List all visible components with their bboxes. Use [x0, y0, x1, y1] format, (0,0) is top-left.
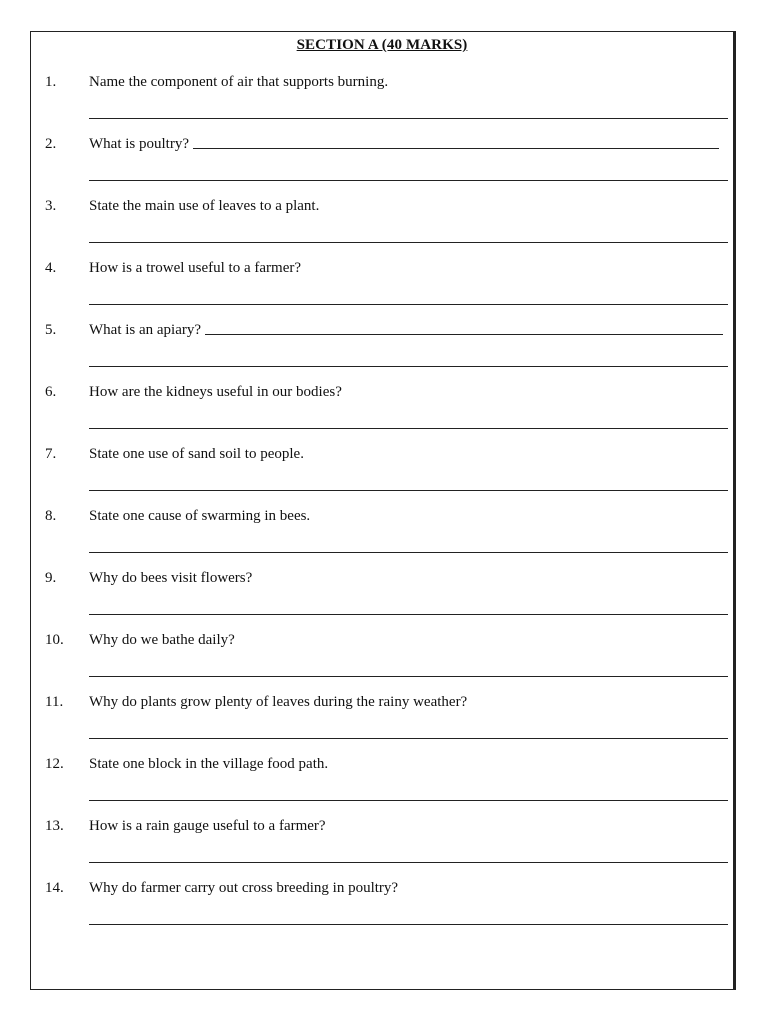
section-title: SECTION A (40 MARKS)	[296, 37, 468, 53]
answer-line[interactable]	[89, 800, 728, 801]
question-12	[31, 756, 733, 818]
question-8	[31, 508, 733, 570]
question-text: Why do we bathe daily?	[89, 632, 235, 648]
answer-line[interactable]	[89, 552, 728, 553]
answer-line[interactable]	[89, 118, 728, 119]
question-text: How is a rain gauge useful to a farmer?	[89, 818, 326, 834]
question-4	[31, 260, 733, 322]
inline-answer-line[interactable]	[205, 333, 723, 335]
question-5	[31, 322, 733, 384]
question-10	[31, 632, 733, 694]
answer-line[interactable]	[89, 180, 728, 181]
question-number: 9.	[45, 570, 57, 586]
answer-line[interactable]	[89, 304, 728, 305]
question-text: State one block in the village food path.	[89, 756, 329, 772]
question-text: Name the component of air that supports burning.	[89, 74, 389, 90]
answer-line[interactable]	[89, 614, 728, 615]
question-7	[31, 446, 733, 508]
question-number: 2.	[45, 136, 57, 152]
answer-line[interactable]	[89, 366, 728, 367]
question-text: Why do plants grow plenty of leaves during the rainy weather?	[89, 694, 468, 710]
answer-line[interactable]	[89, 242, 728, 243]
question-text: State one cause of swarming in bees.	[89, 508, 311, 524]
question-text: How is a trowel useful to a farmer?	[89, 260, 302, 276]
question-number: 11.	[45, 694, 64, 710]
question-13	[31, 818, 733, 880]
question-text: Why do farmer carry out cross breeding in poultry?	[89, 880, 399, 896]
question-text: What is an apiary?	[89, 322, 202, 338]
question-1	[31, 74, 733, 136]
answer-line[interactable]	[89, 862, 728, 863]
question-text: How are the kidneys useful in our bodies?	[89, 384, 342, 400]
question-text: State the main use of leaves to a plant.	[89, 198, 320, 214]
question-6	[31, 384, 733, 446]
question-number: 1.	[45, 74, 57, 90]
question-text: What is poultry?	[89, 136, 189, 152]
question-text: State one use of sand soil to people.	[89, 446, 304, 462]
question-number: 3.	[45, 198, 57, 214]
inline-answer-line[interactable]	[193, 147, 719, 149]
question-number: 8.	[45, 508, 57, 524]
answer-line[interactable]	[89, 428, 728, 429]
question-number: 12.	[45, 756, 64, 772]
question-number: 7.	[45, 446, 57, 462]
answer-line[interactable]	[89, 676, 728, 677]
answer-line[interactable]	[89, 490, 728, 491]
question-number: 10.	[45, 632, 64, 648]
question-14	[31, 880, 733, 942]
page-frame	[30, 31, 736, 990]
question-number: 14.	[45, 880, 64, 896]
question-number: 5.	[45, 322, 57, 338]
question-number: 13.	[45, 818, 64, 834]
question-text: Why do bees visit flowers?	[89, 570, 253, 586]
answer-line[interactable]	[89, 738, 728, 739]
answer-line[interactable]	[89, 924, 728, 925]
question-2	[31, 136, 733, 198]
question-3	[31, 198, 733, 260]
question-11	[31, 694, 733, 756]
question-number: 4.	[45, 260, 57, 276]
question-number: 6.	[45, 384, 57, 400]
question-9	[31, 570, 733, 632]
